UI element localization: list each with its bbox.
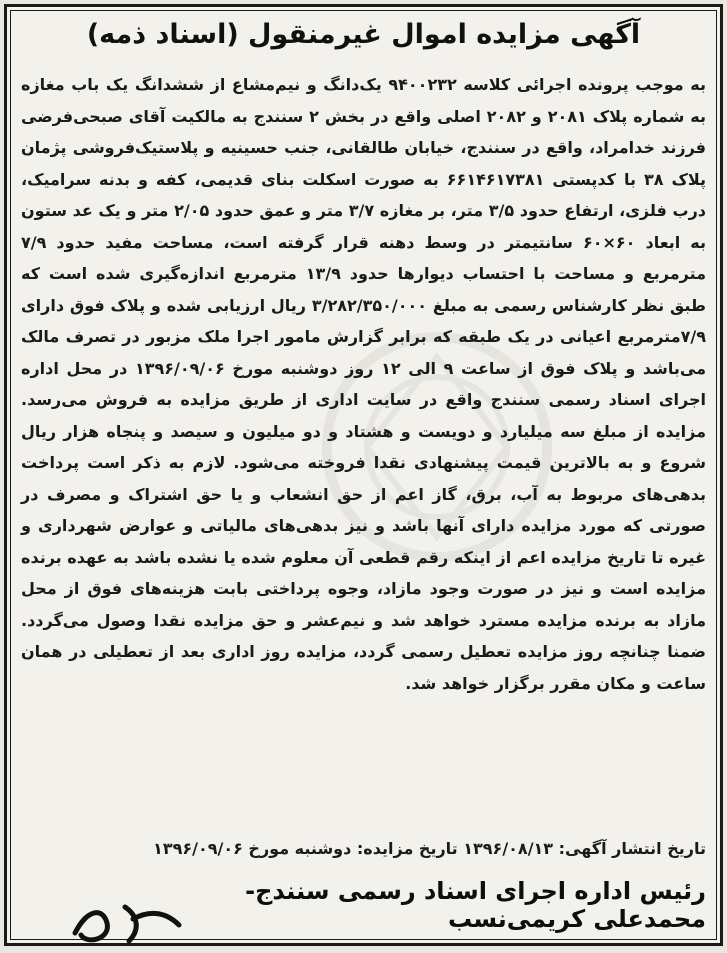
notice-body: به موجب پرونده اجرائی کلاسه ۹۴۰۰۲۳۲ یک‌دانگ و نیم‌مشاع از ششدانگ یک باب مغازه به شماره پلاک ۲۰۸۱ و ۲۰۸۲ اصلی واقع در بخش ۲ سنندج به مالکیت آقای صبحی‌فرضی فرزند خدامراد، واقع در سنندج، خیابان طالقانی، جنب حسینیه و پلاستیک‌فروشی پژمان پلاک ۳۸ با کدپستی ۶۶۱۴۶۱۷۳۸۱ به صورت اسکلت بنای قدیمی، کفه و بدنه سرامیک، درب فلزی، ارتفاع حدود ۳/۵ متر، بر مغازه ۳/۷ متر و عمق حدود ۲/۰۵ متر و یک عد ستون به ابعاد ۶۰×۶۰ سانتیمتر در وسط دهنه قرار گرفته است، مساحت مفید حدود ۷/۹ مترمربع و مساحت با احتساب دیوارها حدود ۱۳/۹ مترمربع اندازه‌گیری شده است که طبق نظر کارشناس رسمی به مبلغ ۳/۲۸۲/۳۵۰/۰۰۰ ریال ارزیابی شده و پلاک فوق دارای ۷/۹مترمربع اعیانی در یک طبقه که برابر گزارش مامور اجرا ملک مزبور در تصرف مالک می‌باشد و پلاک فوق از ساعت ۹ الی ۱۲ روز دوشنبه مورخ ۱۳۹۶/۰۹/۰۶ در محل اداره اجرای اسناد رسمی سنندج واقع در سایت اداری از طریق مزایده به فروش می‌رسد. مزایده از مبلغ سه میلیارد و دویست و هشتاد و دو میلیون و سیصد و پنجاه هزار ریال شروع و به بالاترین قیمت پیشنهادی نقدا فروخته می‌شود. لازم به ذکر است پرداخت بدهی‌های مربوط به آب، برق، گاز اعم از حق انشعاب و یا حق اشتراک و مصرف در صورتی که مورد مزایده دارای آنها باشد و نیز بدهی‌های مالیاتی و عوارض شهرداری و غیره تا تاریخ مزایده اعم از اینکه رقم قطعی آن معلوم شده یا نشده باشد به عهده برنده مزایده است و نیز در صورت وجود مازاد، وجوه پرداختی بابت هزینه‌های فوق از محل مازاد به برنده مزایده مسترد خواهد شد و نیم‌عشر و حق مزایده نقدا وصول می‌گردد. ضمنا چنانچه روز مزایده تعطیل رسمی گردد، مزایده روز اداری بعد از تعطیلی در همان ساعت و مکان مقرر برگزار خواهد شد. — [21, 75, 707, 693]
signature-line: رئیس اداره اجرای اسناد رسمی سنندج- محمدعلی کریمی‌نسب — [245, 877, 706, 933]
notice-frame — [4, 4, 723, 946]
publication-dates: تاریخ انتشار آگهی: ۱۳۹۶/۰۸/۱۳ تاریخ مزایده: دوشنبه مورخ ۱۳۹۶/۰۹/۰۶ — [153, 839, 706, 858]
notice-title: آگهی مزایده اموال غیرمنقول (اسناد ذمه) — [86, 19, 641, 50]
handwritten-number-mark — [67, 889, 197, 953]
